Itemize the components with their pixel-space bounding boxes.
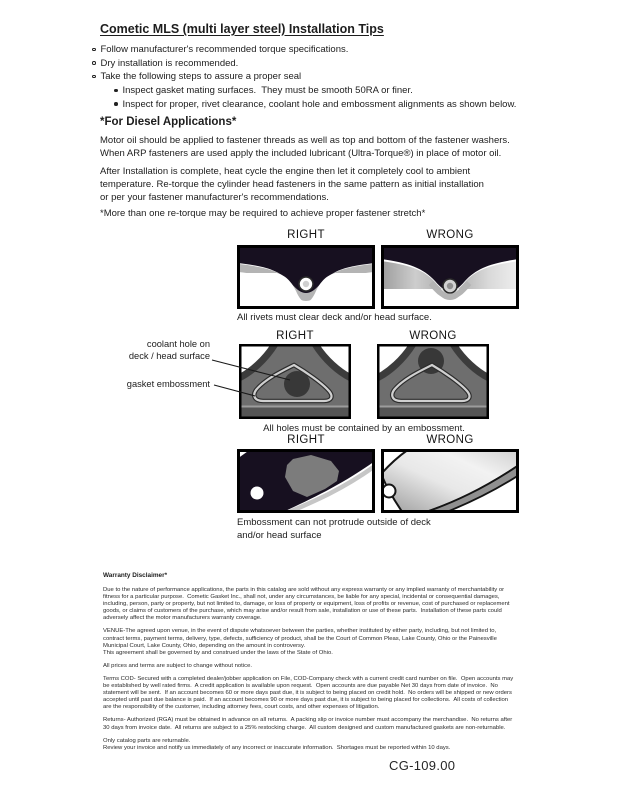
disclaimer-line: Review your invoice and notify us immediately of any incorrect or inaccurate information. Shortages must be reported within 10 days. <box>103 744 451 751</box>
embossment-caption <box>237 516 431 542</box>
disclaimer-line: contract terms, payment terms, delivery, type, defects, sufficiency of product, shall be the Court of Common Pleas, Lake County, Ohio or the Painesville <box>103 635 497 642</box>
subtip-text: Inspect gasket mating surfaces. They must be smooth 50RA or finer. <box>122 85 413 96</box>
subtip-item <box>114 98 516 112</box>
rivet-caption: All rivets must clear deck and/or head surface. <box>237 312 432 323</box>
rivet-wrong-label: WRONG <box>426 229 474 241</box>
disclaimer-line: goods, or claims of customers of the purchase, which may arise and/or result from sale, installation or use of these parts. Installation of these parts could <box>103 608 502 615</box>
embossment-wrong-label: WRONG <box>426 434 474 446</box>
retorque-note: *More than one re-torque may be required to achieve proper fastener stretch* <box>100 208 426 219</box>
embossment-wrong-diagram <box>381 449 519 513</box>
annotation-line: deck / head surface <box>128 350 210 361</box>
hollow-bullet-icon <box>92 75 96 79</box>
disclaimer-line: are the responsibility of the customer, including attorney fees, court costs, and other expenses of litigation. <box>103 704 380 711</box>
catalog-page-code: CG-109.00 <box>389 758 456 773</box>
diesel-paragraph-2 <box>100 165 484 205</box>
holes-wrong-diagram <box>377 344 489 419</box>
disclaimer-paragraphs <box>103 587 573 752</box>
caption-line: Embossment can not protrude outside of deck <box>237 517 431 528</box>
embossment-right-diagram <box>237 449 375 513</box>
disclaimer-line: including, person, party or property, but not limited to, damage, or loss of property or equipment, loss of profits or revenue, cost of purchased or replacement <box>103 601 510 608</box>
disclaimer-line: fitness for a particular purpose. Cometic Gasket Inc., shall not, under any circumstances, be liable for any special, incidental or consequential damages, <box>103 594 500 601</box>
coolant-hole-annotation <box>90 339 210 363</box>
hollow-bullet-icon <box>92 61 96 65</box>
tip-text: Follow manufacturer's recommended torque specifications. <box>100 44 349 55</box>
diesel-paragraph-1 <box>100 134 510 160</box>
disclaimer-line: Only catalog parts are returnable. <box>103 737 191 744</box>
disclaimer-paragraph <box>103 738 573 752</box>
tip-item <box>92 70 348 84</box>
embossment-right-label: RIGHT <box>287 434 325 446</box>
diesel-heading: *For Diesel Applications* <box>100 116 237 128</box>
holes-wrong-label: WRONG <box>409 330 457 342</box>
caption-line: and/or head surface <box>237 530 322 541</box>
holes-right-label: RIGHT <box>276 330 314 342</box>
rivet-right-label: RIGHT <box>287 229 325 241</box>
disclaimer-line: Due to the nature of performance applications, the parts in this catalog are sold without any express warranty or any implied warranty of merchantability or <box>103 587 505 593</box>
disclaimer-line: All prices and terms are subject to change without notice. <box>103 662 252 669</box>
paragraph-line: or per your fastener manufacturer's recommendations. <box>100 192 329 204</box>
paragraph-line: After Installation is complete, heat cycle the engine then let it completely cool to ambient <box>100 166 471 177</box>
disclaimer-line: Municipal Court, Lake County, Ohio, depending on the amount in controversy. <box>103 642 306 649</box>
disclaimer-paragraph <box>103 663 573 670</box>
disclaimer-paragraph <box>103 587 573 622</box>
hollow-bullet-icon <box>92 48 96 52</box>
paragraph-line: When ARP fasteners are used apply the included lubricant (Ultra-Torque®) in place of motor oil. <box>100 148 502 160</box>
filled-bullet-icon <box>114 102 118 106</box>
disclaimer-line: 30 days from invoice date. All returns are subject to a 25% restocking charge. All custom designed and custom manufactured gaskets are non-returnable. <box>103 724 506 731</box>
disclaimer-paragraph <box>103 676 573 711</box>
disclaimer-line: be established by well rated firms. A credit application is available upon request. Open accounts are due payable Net 30 days from date of invoice. No <box>103 683 498 690</box>
filled-bullet-icon <box>114 89 118 93</box>
disclaimer-paragraph <box>103 628 573 656</box>
holes-caption: All holes must be contained by an embossment. <box>263 423 465 434</box>
disclaimer-heading: Warranty Disclaimer* <box>103 572 168 579</box>
annotation-leader-lines <box>200 345 360 405</box>
installation-subtips-list <box>114 84 516 111</box>
disclaimer-line: Returns- Authorized (RGA) must be obtained in advance on all returns. A packing slip or invoice number must accompany the merchandise. No returns after <box>103 717 513 724</box>
installation-tips-list <box>92 43 348 84</box>
gasket-embossment-annotation: gasket embossment <box>126 379 210 389</box>
bolt-hole <box>251 487 264 500</box>
disclaimer-line: statement will be sent. If an account becomes 60 or more days past due, it is subject to being placed on credit hold. No orders will be shipped or new orders <box>103 690 512 697</box>
subtip-text: Inspect for proper, rivet clearance, coolant hole and embossment alignments as shown below. <box>122 98 517 110</box>
tip-item <box>92 57 348 71</box>
rivet-right-diagram <box>237 245 375 309</box>
tip-text: Dry installation is recommended. <box>100 57 239 69</box>
disclaimer-line: VENUE-The agreed upon venue, in the event of dispute whatsoever between the parties, whether instituted by either party, including, but not limited to, <box>103 628 497 635</box>
disclaimer-line: Terms COD- Secured with a completed dealer/jobber application on File, COD-Company check with a current credit card number on file. Open accounts may <box>103 675 514 682</box>
disclaimer-paragraph <box>103 717 573 731</box>
rivet-wrong-diagram <box>381 245 519 309</box>
disclaimer-line: accepted until past due balance is paid. If an account becomes 90 or more days past due, it is subject to being placed for collections. All costs of collection <box>103 697 509 704</box>
tip-item <box>92 43 348 57</box>
paragraph-line: temperature. Re-torque the cylinder head fasteners in the same pattern as initial installation <box>100 179 484 191</box>
subtip-item <box>114 84 516 98</box>
disclaimer-line: This agreement shall be governed by and construed under the laws of the State of Ohio. <box>103 649 333 656</box>
disclaimer-line: adversely affect the motor manufacturers warranty coverage. <box>103 615 262 622</box>
paragraph-line: Motor oil should be applied to fastener threads as well as top and bottom of the fastener washers. <box>100 135 510 146</box>
bolt-hole <box>383 485 396 498</box>
page-title: Cometic MLS (multi layer steel) Installation Tips <box>100 22 384 36</box>
annotation-line: coolant hole on <box>146 339 210 349</box>
tip-text: Take the following steps to assure a proper seal <box>100 71 302 83</box>
warranty-disclaimer <box>103 572 573 758</box>
